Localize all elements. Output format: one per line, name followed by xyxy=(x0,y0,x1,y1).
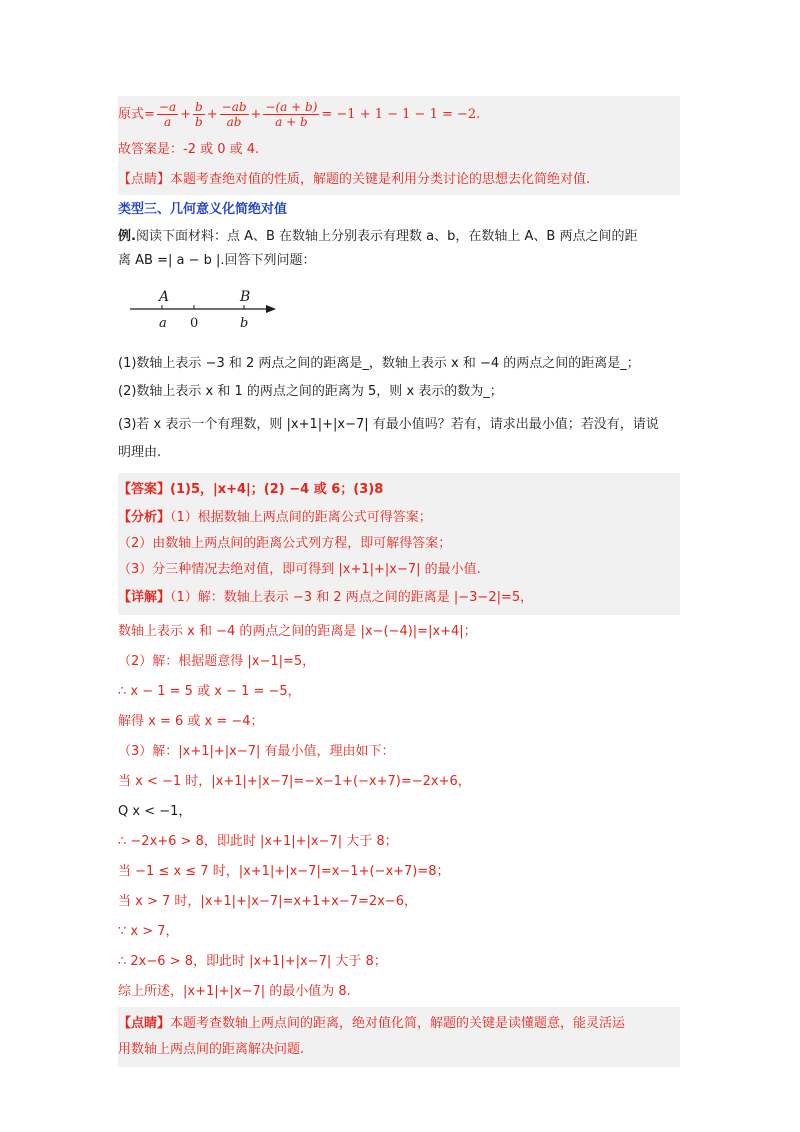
point-b-label: b xyxy=(240,316,249,331)
point-A-label: A xyxy=(159,289,170,305)
equals-sign: = xyxy=(144,107,155,122)
fraction-3 xyxy=(220,100,249,129)
analysis-tag: 【分析】 xyxy=(118,510,171,525)
detail-row-9: ∴ −2x+6 > 8，即此时 |x+1|+|x−7| 大于 8； xyxy=(118,834,398,849)
answer-tag: 【答案】 xyxy=(118,482,171,497)
example-label: 例. xyxy=(118,229,136,244)
solution-block xyxy=(118,473,680,615)
answer-row xyxy=(118,477,680,503)
previous-solution-block xyxy=(118,96,680,195)
question-3a: (3)若 x 表示一个有理数，则 |x+1|+|x−7| 有最小值吗？若有，请求出最小值；若没有，请说 xyxy=(118,417,659,432)
fraction-2-den: b xyxy=(195,115,203,129)
detail-row-14: 综上所述，|x+1|+|x−7| 的最小值为 8. xyxy=(118,984,351,999)
question-3b: 明理由. xyxy=(118,445,162,460)
detail-row-3: （2）解：根据题意得 |x−1|=5， xyxy=(118,654,316,669)
detail-row-8: Q x < −1， xyxy=(118,804,192,819)
detail-row-1 xyxy=(118,583,680,611)
fraction-1 xyxy=(157,100,178,129)
example-text-1: 阅读下面材料：点 A、B 在数轴上分别表示有理数 a、b，在数轴上 A、B 两点之间的距 xyxy=(135,229,638,244)
detail-tag: 【详解】 xyxy=(118,590,171,605)
final-dianjing-2: 用数轴上两点间的距离解决问题. xyxy=(118,1042,305,1057)
detail-row-11: 当 x > 7 时，|x+1|+|x−7|=x+1+x−7=2x−6， xyxy=(118,894,418,909)
axis-arrow-icon xyxy=(266,305,276,313)
analysis-row-1 xyxy=(118,503,680,531)
fraction-3-num: −ab xyxy=(221,100,247,114)
point-a-label: a xyxy=(159,316,167,331)
final-dianjing-1: 本题考查数轴上两点间的距离，绝对值化简，解题的关键是读懂题意，能灵活运 xyxy=(170,1016,626,1031)
formula-line: 原式= $\frac{-a}{a}$ + $\frac{b}{b}$ + $\frac{-ab}{ab}$ + $\frac{-(a + b)}{a + b}$ = −1 + 1 − 1 − 1 = −2. xyxy=(118,100,481,129)
question-2: (2)数轴上表示 x 和 1 的两点之间的距离为 5，则 x 表示的数为_； xyxy=(118,384,503,399)
detail-row-4: ∴ x − 1 = 5 或 x − 1 = −5， xyxy=(118,684,301,699)
detail-row-6: （3）解：|x+1|+|x−7| 有最小值，理由如下： xyxy=(118,744,395,759)
final-dianjing-text xyxy=(118,1011,680,1063)
question-3 xyxy=(118,405,680,467)
fraction-1-num: −a xyxy=(158,100,177,114)
detail-continued xyxy=(118,615,680,1007)
detail-row-7: 当 x < −1 时，|x+1|+|x−7|=−x−1+(−x+7)=−2x+6， xyxy=(118,774,471,789)
fraction-4 xyxy=(263,100,319,129)
dianjing-tag: 【点睛】 xyxy=(118,172,171,187)
answer-line: 故答案是：-2 或 0 或 4. xyxy=(118,142,260,157)
formula-label: 原式 xyxy=(118,107,145,122)
example-text-2b: .回答下列问题： xyxy=(220,253,316,268)
final-dianjing-block xyxy=(118,1007,680,1067)
fraction-2-num: b xyxy=(195,100,203,114)
answer-text: (1)5，|x+4|；(2) −4 或 6；(3)8 xyxy=(170,482,384,497)
fraction-2 xyxy=(193,100,205,129)
analysis-row-3: （3）分三种情况去绝对值，即可得到 |x+1|+|x−7| 的最小值. xyxy=(118,562,481,577)
fraction-4-den: a + b xyxy=(275,115,308,129)
fraction-3-den: ab xyxy=(226,115,242,129)
detail-row-13: ∴ 2x−6 > 8，即此时 |x+1|+|x−7| 大于 8； xyxy=(118,954,387,969)
number-line-figure xyxy=(118,283,680,349)
detail-1: （1）解：数轴上表示 −3 和 2 两点之间的距离是 |−3−2|=5， xyxy=(170,590,534,605)
detail-row-2: 数轴上表示 x 和 −4 的两点之间的距离是 |x−(−4)|=|x+4|； xyxy=(118,624,477,639)
question-1: (1)数轴上表示 −3 和 2 两点之间的距离是_，数轴上表示 x 和 −4 的两点之间的距离是_； xyxy=(118,356,640,371)
section-title: 类型三、几何意义化简绝对值 xyxy=(118,202,288,217)
document-page xyxy=(118,96,680,1067)
analysis-row-2: （2）由数轴上两点间的距离公式列方程，即可解得答案； xyxy=(118,536,452,551)
number-line-svg xyxy=(126,283,296,343)
analysis-1: （1）根据数轴上两点间的距离公式可得答案； xyxy=(170,510,432,525)
fraction-1-den: a xyxy=(163,115,172,129)
fraction-4-num: −(a + b) xyxy=(265,100,318,114)
detail-row-5: 解得 x = 6 或 x = −4； xyxy=(118,714,264,729)
example-text-2a: 离 AB =| a − b | xyxy=(118,253,221,268)
detail-row-10: 当 −1 ≤ x ≤ 7 时，|x+1|+|x−7|=x−1+(−x+7)=8； xyxy=(118,864,450,879)
point-B-label: B xyxy=(240,289,251,305)
example-text xyxy=(118,225,680,273)
dianjing-text: 本题考查绝对值的性质，解题的关键是利用分类讨论的思想去化简绝对值. xyxy=(170,172,591,187)
formula-period: . xyxy=(476,107,481,122)
origin-label: 0 xyxy=(190,316,199,331)
formula-result: = −1 + 1 − 1 − 1 = −2 xyxy=(321,107,477,122)
final-dianjing-tag: 【点睛】 xyxy=(118,1016,171,1031)
detail-row-12: ∵ x > 7， xyxy=(118,924,179,939)
dianjing-line-1 xyxy=(118,163,680,193)
